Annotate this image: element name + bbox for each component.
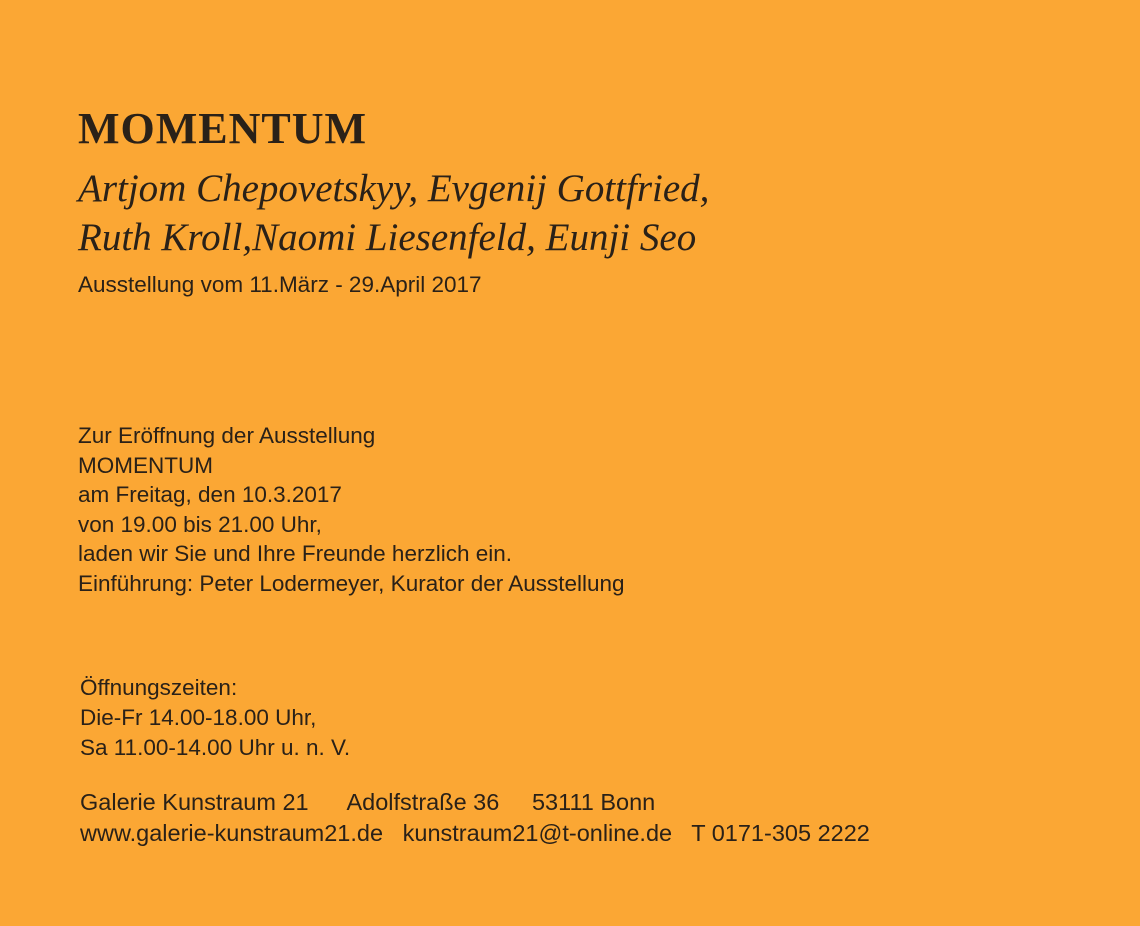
address-row [80,787,870,818]
opening-invitation [78,421,625,598]
contact-info [80,787,870,849]
city: 53111 Bonn [531,789,656,815]
street-address: Adolfstraße 36 [346,789,500,815]
gallery-name: Galerie Kunstraum 21 [80,789,309,815]
website-link[interactable]: www.galerie-kunstraum21.de [80,820,384,846]
email-link[interactable]: kunstraum21@t-online.de [402,820,673,846]
invitation-line: laden wir Sie und Ihre Freunde herzlich ein. [78,541,512,566]
opening-hours [80,673,350,763]
phone-number: T 0171-305 2222 [691,820,870,846]
invitation-line: Einführung: Peter Lodermeyer, Kurator der Ausstellung [78,570,625,596]
artist-line: Artjom Chepovetskyy, Evgenij Gottfried, [78,167,710,210]
hours-heading: Öffnungszeiten: [80,675,238,700]
contact-row [80,818,870,849]
exhibition-dates: Ausstellung vom 11.März - 29.April 2017 [78,272,482,297]
page-title: MOMENTUM [78,104,368,153]
artist-line: Ruth Kroll,Naomi Liesenfeld, Eunji Seo [78,216,697,259]
invitation-line: am Freitag, den 10.3.2017 [78,482,342,507]
hours-line: Die-Fr 14.00-18.00 Uhr, [80,705,317,730]
invitation-line: Zur Eröffnung der Ausstellung [78,423,376,448]
artist-list [78,164,709,262]
invitation-line: von 19.00 bis 21.00 Uhr, [78,511,322,537]
invitation-line: MOMENTUM [78,452,213,478]
hours-line: Sa 11.00-14.00 Uhr u. n. V. [80,735,351,760]
